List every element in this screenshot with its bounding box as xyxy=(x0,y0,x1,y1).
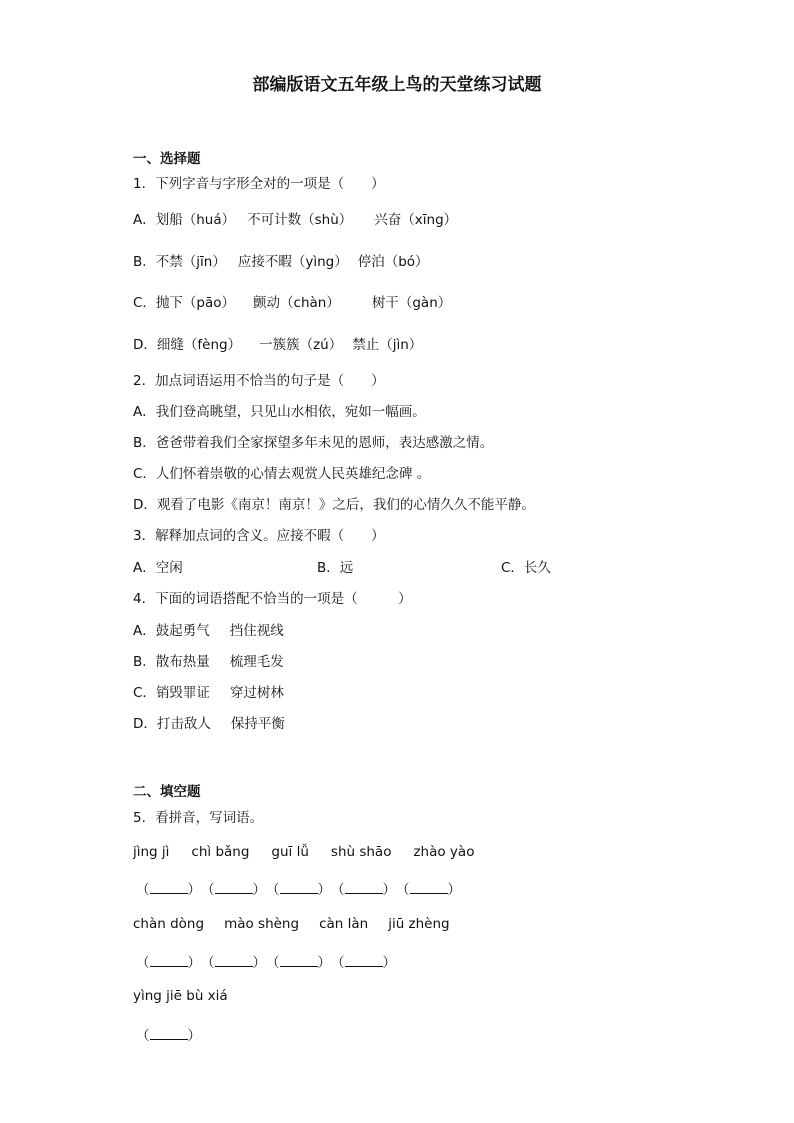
question-1-option-b xyxy=(133,250,429,270)
option-item: 兴奋（xīng） xyxy=(374,212,458,228)
pinyin-word: mào shèng xyxy=(224,916,300,932)
answer-blanks-row-3 xyxy=(136,1024,201,1044)
pinyin-row-2 xyxy=(133,916,450,932)
option-item: 鼓起勇气 xyxy=(155,623,210,639)
question-2-option-c: C．人们怀着崇敬的心情去观赏人民英雄纪念碑 。 xyxy=(133,466,431,482)
pinyin-word: càn làn xyxy=(319,916,369,932)
answer-blank[interactable]: （ ） xyxy=(201,955,266,971)
answer-blank[interactable]: （ ） xyxy=(266,882,331,898)
option-item: 抛下（pāo） xyxy=(155,295,236,311)
option-item: 打击敌人 xyxy=(156,716,211,732)
question-2-option-d: D．观看了电影《南京！南京！》之后，我们的心情久久不能平静。 xyxy=(133,497,535,513)
question-4-option-a xyxy=(133,619,284,639)
option-label: C． xyxy=(133,295,156,311)
pinyin-word: chàn dòng xyxy=(133,916,205,932)
answer-blank[interactable]: （ ） xyxy=(136,1028,201,1044)
question-4-option-d xyxy=(133,712,285,732)
option-item: 划船（huá） xyxy=(155,212,236,228)
pinyin-word: guī lǚ xyxy=(271,844,309,860)
pinyin-row-3 xyxy=(133,988,228,1004)
pinyin-word: chì bǎng xyxy=(191,844,250,860)
answer-blank[interactable]: （ ） xyxy=(266,955,331,971)
option-item: 禁止（jìn） xyxy=(352,337,423,353)
page-title: 部编版语文五年级上鸟的天堂练习试题 xyxy=(252,75,542,95)
option-item: 散布热量 xyxy=(155,654,210,670)
question-5-stem: 5．看拼音，写词语。 xyxy=(133,810,264,826)
option-label: C． xyxy=(133,685,156,701)
option-item: 销毁罪证 xyxy=(155,685,210,701)
option-label: D． xyxy=(133,337,157,353)
option-item: 一簇簇（zú） xyxy=(259,337,343,353)
option-label: D． xyxy=(133,716,157,732)
question-4-option-b xyxy=(133,650,284,670)
option-item: 应接不暇（yìng） xyxy=(237,254,348,270)
question-3-option-b: B．远 xyxy=(317,560,354,576)
question-2-option-a: A．我们登高眺望，只见山水相依，宛如一幅画。 xyxy=(133,404,426,420)
question-4-option-c xyxy=(133,681,284,701)
answer-blank[interactable]: （ ） xyxy=(331,955,396,971)
option-label: B． xyxy=(133,254,156,270)
question-2-option-b: B．爸爸带着我们全家探望多年未见的恩师，表达感激之情。 xyxy=(133,435,494,451)
option-label: B． xyxy=(133,654,156,670)
option-item: 保持平衡 xyxy=(230,716,285,732)
question-1-option-a xyxy=(133,208,457,228)
answer-blank[interactable]: （ ） xyxy=(331,882,396,898)
section-heading-fill: 二、填空题 xyxy=(133,784,201,800)
answer-blank[interactable]: （ ） xyxy=(136,955,201,971)
question-4-stem: 4．下面的词语搭配不恰当的一项是（ ） xyxy=(133,591,412,607)
option-item: 细缝（fèng） xyxy=(156,337,242,353)
option-item: 不可计数（shù） xyxy=(247,212,353,228)
option-item: 梳理毛发 xyxy=(229,654,284,670)
option-label: A． xyxy=(133,212,156,228)
option-label: A． xyxy=(133,623,156,639)
option-item: 颤动（chàn） xyxy=(253,295,340,311)
answer-blank[interactable]: （ ） xyxy=(201,882,266,898)
pinyin-word: shù shāo xyxy=(330,844,392,860)
pinyin-word: yìng jiē bù xiá xyxy=(133,988,228,1004)
question-1-stem: 1．下列字音与字形全对的一项是（ ） xyxy=(133,176,385,192)
question-1-option-c xyxy=(133,291,451,311)
option-item: 挡住视线 xyxy=(229,623,284,639)
question-3-option-c: C．长久 xyxy=(501,560,551,576)
question-2-stem: 2．加点词语运用不恰当的句子是（ ） xyxy=(133,373,385,389)
question-3-stem: 3．解释加点词的含义。应接不暇（ ） xyxy=(133,528,385,544)
answer-blanks-row-2 xyxy=(136,951,396,971)
section-heading-choice: 一、选择题 xyxy=(133,151,201,167)
question-1-option-d xyxy=(133,333,422,353)
answer-blank[interactable]: （ ） xyxy=(136,882,201,898)
pinyin-row-1 xyxy=(133,844,474,860)
pinyin-word: jìng jì xyxy=(133,844,170,860)
pinyin-word: zhào yào xyxy=(413,844,475,860)
option-item: 停泊（bó） xyxy=(357,254,429,270)
option-item: 不禁（jīn） xyxy=(155,254,226,270)
option-item: 穿过树林 xyxy=(229,685,284,701)
option-item: 树干（gàn） xyxy=(371,295,452,311)
answer-blank[interactable]: （ ） xyxy=(396,882,461,898)
answer-blanks-row-1 xyxy=(136,878,461,898)
pinyin-word: jiū zhèng xyxy=(388,916,450,932)
question-3-option-a: A．空闲 xyxy=(133,560,183,576)
